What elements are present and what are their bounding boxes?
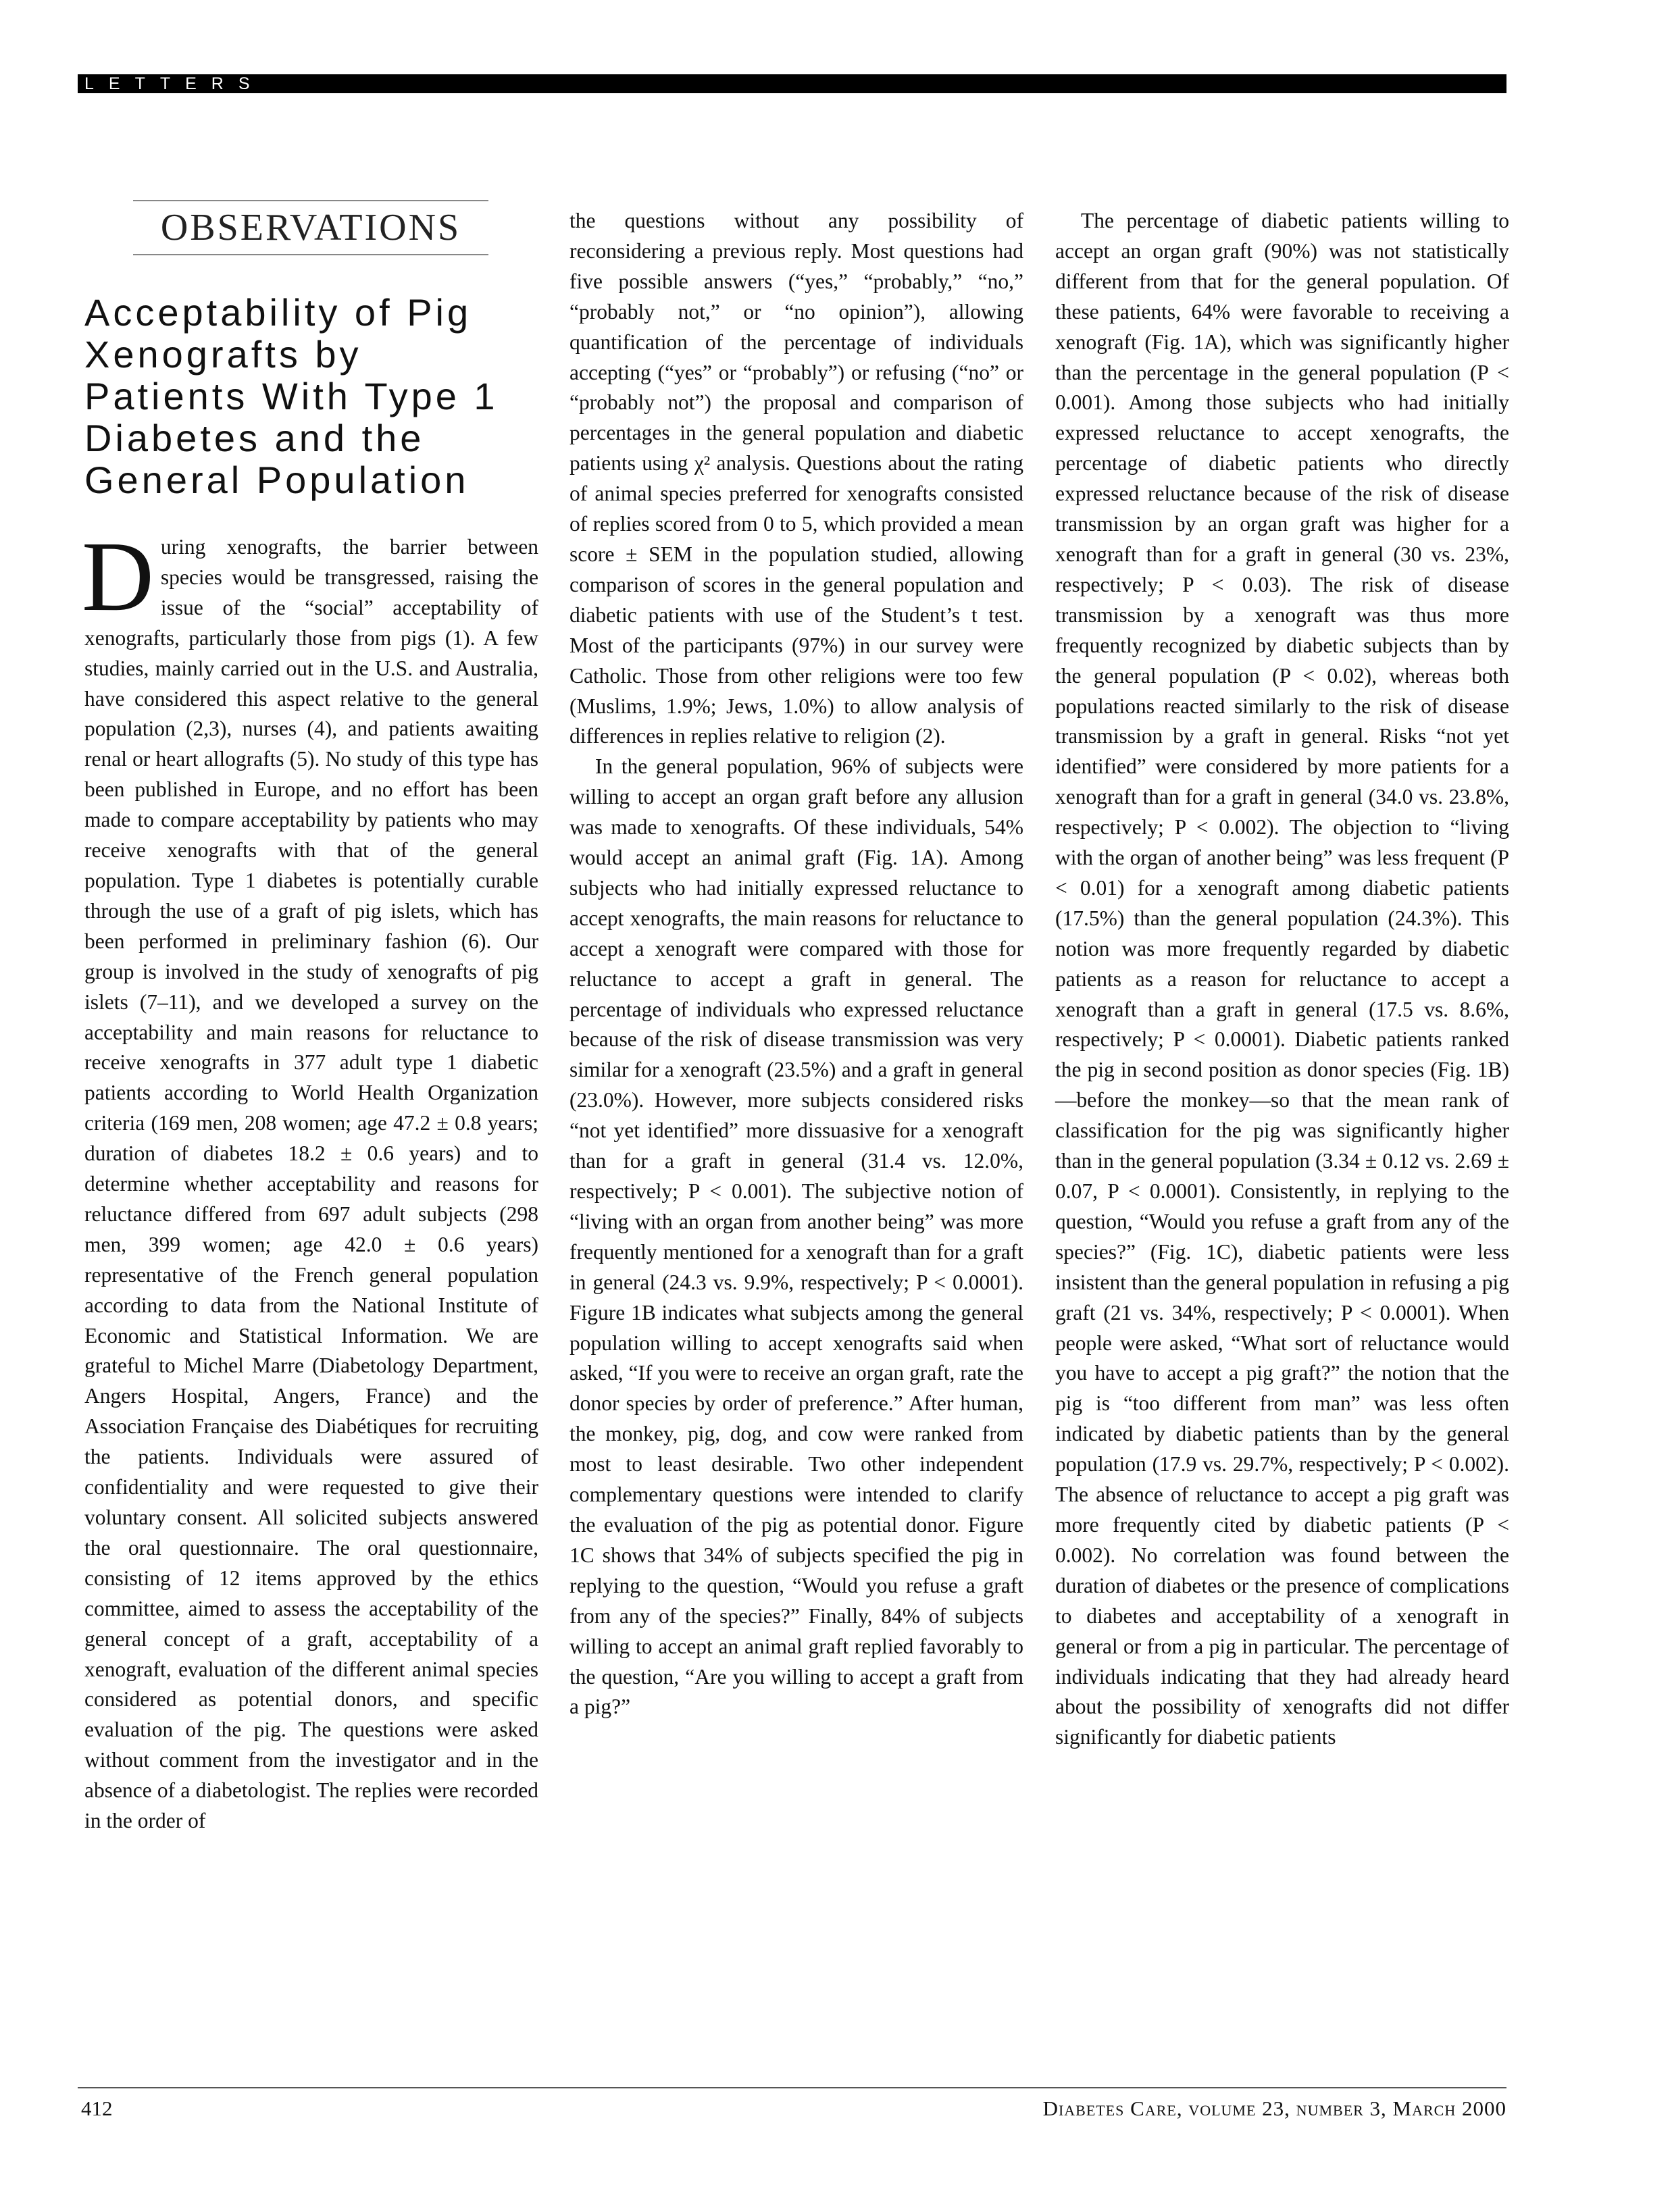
section-heading: OBSERVATIONS	[160, 207, 461, 249]
header-bar	[78, 74, 1506, 93]
drop-cap: D	[82, 521, 154, 632]
section-heading-box	[133, 200, 488, 255]
journal-info: Diabetes Care, volume 23, number 3, March 2000	[1042, 2097, 1506, 2120]
paragraph-methods-cont: the questions without any possibility of reconsidering a previous reply. Most questions had five possible answers (“yes,” “probably,” “no,” “probably not,” or “no opinion”), allowing quantification of the percentage of individuals accepting (“yes” or “probably”) or refusing (“no” or “probably not”) the proposal and comparison of percentages in the general population and diabetic patients using χ² analysis. Questions about the rating of animal species preferred for xenografts consisted of replies scored from 0 to 5, which provided a mean score ± SEM in the population studied, allowing comparison of scores in the general population and diabetic patients with use of the Student’s t test. Most of the participants (97%) in our survey were Catholic. Those from other religions were too few (Muslims, 1.9%; Jews, 1.0%) to allow analysis of differences in replies relative to religion (2).	[569, 209, 1023, 748]
page-number: 412	[81, 2097, 113, 2120]
paragraph-diabetic-patients: The percentage of diabetic patients willing to accept an organ graft (90%) was not statistically different from that for the general population. Of these patients, 64% were favorable to receiving a xenograft (Fig. 1A), which was significantly higher than the percentage in the general population (P < 0.001). Among those subjects who had initially expressed reluctance to accept xenografts, the percentage of diabetic patients who directly expressed reluctance because of the risk of disease transmission by an organ graft was higher for a xenograft than for a graft in general (30 vs. 23%, respectively; P < 0.03). The risk of disease transmission by a xenograft was thus more frequently recognized by diabetic subjects than by the general population (P < 0.02), whereas both populations reacted similarly to the risk of disease transmission by a graft in general. Risks “not yet identified” were considered by more patients for a xenograft than for a graft in general (34.0 vs. 23.8%, respectively; P < 0.002). The objection to “living with the organ of another being” was less frequent (P < 0.01) for a xenograft among diabetic patients (17.5%) than the general population (24.3%). This notion was more frequently regarded by diabetic patients as a reason for reluctance to accept a xenograft than a graft in general (17.5 vs. 8.6%, respectively; P < 0.0001). Diabetic patients ranked the pig in second position as donor species (Fig. 1B)—before the monkey—so that the mean rank of classification for the pig was significantly higher than in the general population (3.34 ± 0.12 vs. 2.69 ± 0.07, P < 0.0001). Consistently, in replying to the question, “Would you refuse a graft from any of the species?” (Fig. 1C), diabetic patients were less insistent than the general population in refusing a pig graft (21 vs. 34%, respectively; P < 0.0001). When people were asked, “What sort of reluctance would you have to accept a pig graft?” the notion that the pig is “too different from man” was less often indicated by diabetic patients than by the general population (17.9 vs. 29.7%, respectively; P < 0.002). The absence of reluctance to accept a pig graft was more frequently cited by diabetic patients (P < 0.002). No correlation was found between the duration of diabetes or the presence of complications to diabetes and acceptability of a xenograft in general or from a pig in particular. The percentage of individuals indicating that they had already heard about the possibility of xenografts did not differ significantly for diabetic patients	[1055, 209, 1509, 1749]
section-label: LETTERS	[84, 74, 265, 93]
paragraph-intro-text: uring xenografts, the barrier between species would be transgressed, raising the issue of the “social” acceptability of xenografts, particularly those from pigs (1). A few studies, mainly carried out in the U.S. and Australia, have considered this aspect relative to the general population (2,3), nurses (4), and patients awaiting renal or heart allografts (5). No study of this type has been published in Europe, and no effort has been made to compare acceptability by patients who may receive xenografts with that of the general population. Type 1 diabetes is potentially curable through the use of a graft of pig islets, which has been performed in preliminary fashion (6). Our group is involved in the study of xenografts of pig islets (7–11), and we developed a survey on the acceptability and main reasons for reluctance to receive xenografts in 377 adult type 1 diabetic patients according to World Health Organization criteria (169 men, 208 women; age 47.2 ± 0.8 years; duration of diabetes 18.2 ± 0.6 years) and to determine whether acceptability and reasons for reluctance differed from 697 adult subjects (298 men, 399 women; age 42.0 ± 0.6 years) representative of the French general population according to data from the National Institute of Economic and Statistical Information. We are grateful to Michel Marre (Diabetology Department, Angers Hospital, Angers, France) and the Association Française des Diabétiques for recruiting the patients. Individuals were assured of confidentiality and were requested to give their voluntary consent. All solicited subjects answered the oral questionnaire. The oral questionnaire, consisting of 12 items approved by the ethics committee, aimed to assess the acceptability of the general concept of a graft, acceptability of a xenograft, evaluation of the different animal species considered as potential donors, and specific evaluation of the pig. The questions were asked without comment from the investigator and in the absence of a diabetologist. The replies were recorded in the order of	[84, 535, 538, 1833]
column-2	[569, 206, 1023, 1722]
footer-rule	[78, 2087, 1506, 2088]
column-3	[1055, 206, 1509, 1753]
paragraph-intro	[82, 521, 538, 1836]
column-1	[82, 521, 538, 1836]
paragraph-general-population: In the general population, 96% of subjects were willing to accept an organ graft before any allusion was made to xenografts. Of these individuals, 54% would accept an animal graft (Fig. 1A). Among subjects who had initially expressed reluctance to accept xenografts, the main reasons for reluctance to accept a xenograft were compared with those for reluctance to accept a graft in general. The percentage of individuals who expressed reluctance because of the risk of disease transmission was very similar for a xenograft (23.5%) and a graft in general (23.0%). However, more subjects considered risks “not yet identified” more dissuasive for a xenograft than for a graft in general (31.4 vs. 12.0%, respectively; P < 0.001). The subjective notion of “living with an organ from another being” was more frequently mentioned for a xenograft than for a graft in general (24.3 vs. 9.9%, respectively; P < 0.0001). Figure 1B indicates what subjects among the general population willing to accept xenografts said when asked, “If you were to receive an organ graft, rate the donor species by order of preference.” After human, the monkey, pig, dog, and cow were ranked from most to least desirable. Two other independent complementary questions were intended to clarify the evaluation of the pig as potential donor. Figure 1C shows that 34% of subjects specified the pig in replying to the question, “Would you refuse a graft from any of the species?” Finally, 84% of subjects willing to accept an animal graft replied favorably to the question, “Are you willing to accept a graft from a pig?”	[569, 754, 1023, 1719]
article-title: Acceptability of Pig Xenografts by Patients With Type 1 Diabetes and the General Population	[84, 291, 499, 501]
